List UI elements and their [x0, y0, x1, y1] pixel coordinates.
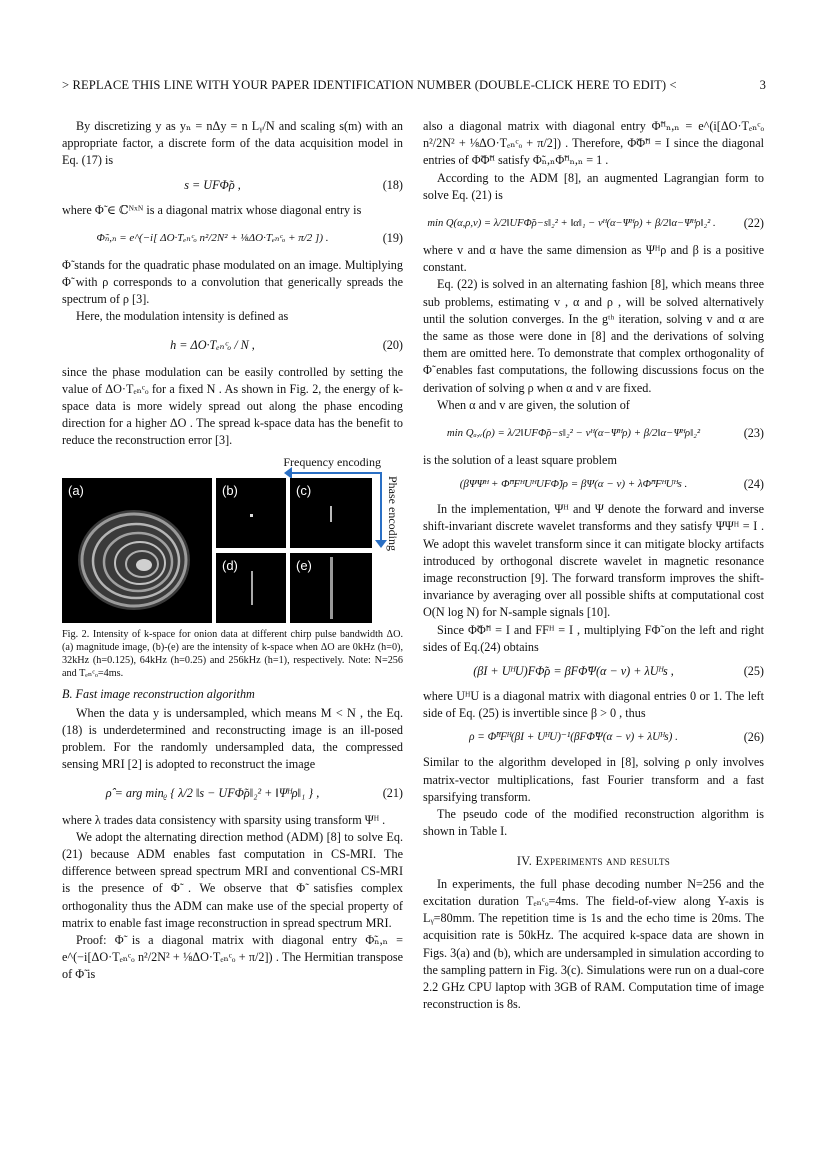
- right-column: [423, 118, 764, 1013]
- panel-label: (a): [68, 482, 84, 498]
- equation-body: ρ = Φ̃ᴴFᴴ(βI + UᴴU)⁻¹(βFΦ̃Ψ(α − v) + λUᴴs) .: [469, 731, 678, 744]
- equation-body: min Q(α,ρ,v) = λ/2‖UFΦ̃ρ−s‖₂² + ‖α‖₁ − vᴴ(α−Ψᴴρ) + β/2‖α−Ψᴴρ‖₂² .: [427, 218, 716, 230]
- equation-25: [423, 658, 764, 686]
- paragraph: When the data y is undersampled, which means M < N , the Eq. (18) is underdetermined and reconstructing image is an ill-posed problem. For the randomly undersampled data, the compressed sensing MRI [2] is adopted to reconstruct the image: [62, 705, 403, 772]
- kspace-center-dot: [250, 514, 253, 517]
- equation-number: (26): [743, 730, 764, 745]
- equation-26: [423, 724, 764, 752]
- frequency-encoding-label: Frequency encoding: [283, 454, 381, 469]
- panel-b-kspace: [216, 478, 286, 548]
- paragraph: where λ trades data consistency with sparsity using transform Ψᴴ .: [62, 812, 386, 827]
- panel-label: (c): [296, 482, 312, 498]
- panel-d-kspace: [216, 553, 286, 623]
- paragraph: In experiments, the full phase decoding number N=256 and the excitation duration Tₑₙᶜₒ=4ms. The field-of-view along Y-axis is Lᵧ=80mm. The repetition time is 1s and the echo time is 20ms. The acquisition rate is 50kHz. The acquired k-space data are shown in Figs. 3(a) and (b), which are undersampled in simulation according to the sampling pattern in Fig. 3(c). Simulations were run on a dual-core 2.2 GHz CPU laptop with 3GB of RAM. Computation time of image reconstruction is 8s.: [423, 876, 764, 1012]
- equation-body: (βI + UᴴU)FΦ̃ρ = βFΦ̃Ψ(α − v) + λUᴴs ,: [473, 664, 674, 679]
- paragraph: Φ̃ stands for the quadratic phase modulated on an image. Multiplying Φ̃ with ρ corresponds to a convolution that generically spreads the spectrum of ρ [3].: [62, 257, 403, 307]
- paragraph: By discretizing y as yₙ = nΔy = n Lᵧ/N and scaling s(m) with an appropriate factor, a discrete form of the data acquisition model in Eq. (17) is: [62, 119, 403, 168]
- panel-c-kspace: [290, 478, 372, 548]
- equation-19: [62, 221, 403, 255]
- phase-encoding-label: Phase encoding: [386, 475, 401, 551]
- paragraph: where v and α have the same dimension as Ψᴴρ and β is a positive constant.: [423, 243, 764, 275]
- onion-image-icon: [62, 478, 212, 623]
- paragraph: where Φ̃ ∈ ℂᴺˣᴺ is a diagonal matrix whose diagonal entry is: [62, 202, 362, 217]
- paragraph: Eq. (22) is solved in an alternating fashion [8], which means three sub problems, estimating v , α and ρ , will be solved alternatively until the solution converges. In the gᵗʰ iteration, solving v and α are the same as those were done in [8] and the derivations of solving them are omitted here. To demonstrate that complex orthogonality of Φ̃ enables fast computations, the following discussions focus on the derivation of solving ρ when α and v are fixed.: [423, 277, 764, 395]
- panel-a-magnitude-image: [62, 478, 212, 623]
- kspace-spread-line: [330, 506, 332, 522]
- equation-number: (21): [382, 785, 403, 800]
- header-text: > REPLACE THIS LINE WITH YOUR PAPER IDENTIFICATION NUMBER (DOUBLE-CLICK HERE TO EDIT) <: [62, 78, 677, 92]
- equation-body: Φ̃ₙ,ₙ = e^(−i[ ΔO·Tₑₙᶜₒ n²/2N² + ⅛ΔO·Tₑₙᶜₒ + π/2 ]) .: [96, 231, 329, 244]
- paragraph: Similar to the algorithm developed in [8], solving ρ only involves matrix-vector multiplications, fast Fourier transform and a fast sparsifying transform.: [423, 755, 764, 804]
- paragraph: Since Φ̃Φ̃ᴴ = I and FFᴴ = I , multiplying FΦ̃ on the left and right sides of Eq.(24) obtains: [423, 622, 764, 654]
- equation-number: (22): [743, 216, 764, 231]
- panel-e-kspace: [290, 553, 372, 623]
- paragraph: since the phase modulation can be easily controlled by setting the value of ΔO·Tₑₙᶜₒ for a fixed N . As shown in Fig. 2, the energy of k-space data is more widely spread out along the phase encoding direction for a higher ΔO . The spread k-space data has the benefit to reduce the reconstruction error [3].: [62, 364, 403, 448]
- equation-23: [423, 416, 764, 450]
- panel-label: (e): [296, 557, 312, 573]
- paragraph: where UᴴU is a diagonal matrix with diagonal entries 0 or 1. The left side of Eq. (25) is invertible since β > 0 , thus: [423, 689, 764, 721]
- running-header: [62, 78, 766, 93]
- paragraph: We adopt the alternating direction method (ADM) [8] to solve Eq. (21) because ADM enables fast computation in CS-MRI. The difference between spread spectrum MRI and conventional CS-MRI is the presence of Φ̃ . We observe that Φ̃ satisfies complex orthogonality thus the ADM can make use of the special property of matrix to enable fast image reconstruction in spread spectrum MRI.: [62, 829, 403, 930]
- equation-number: (23): [743, 426, 764, 441]
- section-heading: B. Fast image reconstruction algorithm: [62, 686, 255, 701]
- kspace-spread-line: [251, 571, 253, 605]
- frequency-arrow-icon: [290, 472, 380, 474]
- equation-24: [423, 471, 764, 499]
- equation-number: (19): [382, 230, 403, 245]
- equation-number: (24): [743, 477, 764, 492]
- equation-body: ρ̂ = arg minᵨ { λ/2 ‖s − UFΦ̃ρ‖₂² + ‖Ψᴴρ‖₁ } ,: [105, 785, 320, 800]
- equation-21: [62, 776, 403, 810]
- panel-label: (b): [222, 482, 238, 498]
- equation-20: [62, 328, 403, 362]
- equation-number: (25): [743, 664, 764, 679]
- equation-18: [62, 172, 403, 200]
- paragraph: Proof: Φ̃ is a diagonal matrix with diagonal entry Φ̃ₙ,ₙ = e^(−i[ΔO·Tₑₙᶜₒ n²/2N² + ⅛ΔO·Tₑₙᶜₒ + π/2]) . The Hermitian transpose of Φ̃ is: [62, 933, 403, 982]
- phase-arrow-icon: [380, 472, 382, 542]
- paragraph: also a diagonal matrix with diagonal entry Φ̃ᴴₙ,ₙ = e^(i[ΔO·Tₑₙᶜₒ n²/2N² + ⅛ΔO·Tₑₙᶜₒ + π/2]) . Therefore, Φ̃Φ̃ᴴ = I since the diagonal entries of Φ̃Φ̃ᴴ satisfy Φ̃ₙ,ₙΦ̃ᴴₙ,ₙ = 1 .: [423, 119, 764, 168]
- equation-22: [423, 206, 764, 240]
- paragraph: According to the ADM [8], an augmented Lagrangian form to solve Eq. (21) is: [423, 170, 764, 202]
- figure-2: [62, 456, 403, 618]
- paragraph: When α and v are given, the solution of: [437, 397, 630, 412]
- panel-label: (d): [222, 557, 238, 573]
- kspace-spread-line: [330, 557, 333, 619]
- equation-body: h = ΔO·Tₑₙᶜₒ / N ,: [170, 337, 255, 352]
- equation-body: (βΨΨᴴ + Φ̃ᴴFᴴUᴴUFΦ̃)ρ = βΨ(α − v) + λΦ̃ᴴFᴴUᴴs .: [459, 478, 688, 491]
- paragraph: is the solution of a least square problem: [423, 453, 617, 468]
- left-column: [62, 118, 403, 984]
- paragraph: The pseudo code of the modified reconstruction algorithm is shown in Table I.: [423, 807, 764, 839]
- page-number: 3: [759, 78, 766, 92]
- paragraph: In the implementation, Ψᴴ and Ψ denote the forward and inverse shift-invariant discrete wavelet transforms and they satisfy ΨΨᴴ = I . We adopt this wavelet transform since it can mitigate blocky artifacts introduced by orthogonal discrete wavelet in magnetic resonance image reconstruction [9]. The forward transform improves the shift-invariance by averaging over all possible shifts at computational cost O(N log N) for N-sample signals [10].: [423, 502, 764, 620]
- equation-number: (20): [382, 337, 403, 352]
- equation-body: min Qₐ,ᵥ(ρ) = λ/2‖UFΦ̃ρ−s‖₂² − vᴴ(α−Ψᴴρ) + β/2‖α−Ψᴴρ‖₂²: [446, 427, 701, 440]
- equation-number: (18): [382, 177, 403, 192]
- figure-caption: Fig. 2. Intensity of k-space for onion data at different chirp pulse bandwidth ΔO. (a) magnitude image, (b)-(e) are the intensity of k-space when ΔO are 0kHz (h=0), 32kHz (h=0.125), 64kHz (h=0.25) and 256kHz (h=1), respectively. Note: N=256 and Tₑₙᶜₒ=4ms.: [62, 628, 403, 679]
- section-heading: IV. Experiments and results: [516, 853, 671, 868]
- paragraph: Here, the modulation intensity is defined as: [76, 309, 289, 324]
- equation-body: s = UFΦ̃ρ ,: [184, 177, 241, 192]
